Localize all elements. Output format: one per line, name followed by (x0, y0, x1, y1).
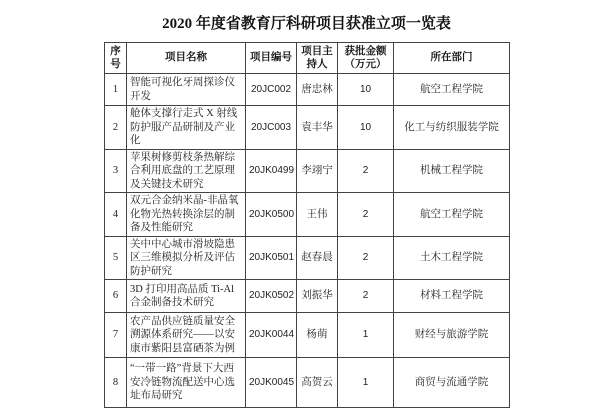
department-cell: 土木工程学院 (394, 236, 510, 280)
approved-amount-cell: 2 (338, 149, 394, 193)
table-row (105, 149, 510, 193)
project-name-cell: 3D 打印用高品质 Ti-Al 合金制备技术研究 (127, 280, 246, 313)
project-code-cell: 20JK0502 (246, 280, 297, 313)
approved-amount-cell: 10 (338, 74, 394, 106)
header-project-code: 项目编号 (246, 43, 297, 74)
header-project-leader: 项目主持人 (297, 43, 338, 74)
project-leader-cell: 王伟 (297, 193, 338, 237)
table-row (105, 106, 510, 150)
project-name-cell: 智能可视化牙周探诊仪开发 (127, 74, 246, 106)
department-cell: 航空工程学院 (394, 193, 510, 237)
project-name-cell: 关中中心城市滑坡隐患区三维模拟分析及评估防护研究 (127, 236, 246, 280)
project-leader-cell: 高贺云 (297, 358, 338, 408)
project-leader-cell: 李翊宁 (297, 149, 338, 193)
project-leader-cell: 赵春晨 (297, 236, 338, 280)
approved-amount-cell: 2 (338, 236, 394, 280)
table-row (105, 74, 510, 106)
project-leader-cell: 袁丰华 (297, 106, 338, 150)
approved-amount-cell: 10 (338, 106, 394, 150)
project-leader-cell: 杨萌 (297, 313, 338, 358)
project-leader-cell: 刘振华 (297, 280, 338, 313)
project-code-cell: 20JK0045 (246, 358, 297, 408)
project-code-cell: 20JK0500 (246, 193, 297, 237)
department-cell: 财经与旅游学院 (394, 313, 510, 358)
row-number-cell: 2 (105, 106, 127, 150)
header-row-number: 序号 (105, 43, 127, 74)
row-number-cell: 4 (105, 193, 127, 237)
row-number-cell: 7 (105, 313, 127, 358)
project-name-cell: 舱体支撑行走式 X 射线防护服产品研制及产业化 (127, 106, 246, 150)
project-code-cell: 20JC003 (246, 106, 297, 150)
row-number-cell: 1 (105, 74, 127, 106)
document-title: 2020 年度省教育厅科研项目获准立项一览表 (162, 16, 451, 32)
approved-amount-cell: 1 (338, 313, 394, 358)
department-cell: 商贸与流通学院 (394, 358, 510, 408)
department-cell: 机械工程学院 (394, 149, 510, 193)
project-name-cell: “一带一路”背景下大西安冷链物流配送中心选址布局研究 (127, 358, 246, 408)
project-code-cell: 20JK0044 (246, 313, 297, 358)
department-cell: 材料工程学院 (394, 280, 510, 313)
header-department: 所在部门 (394, 43, 510, 74)
row-number-cell: 3 (105, 149, 127, 193)
table-header-row (105, 43, 510, 74)
department-cell: 化工与纺织服装学院 (394, 106, 510, 150)
row-number-cell: 8 (105, 358, 127, 408)
row-number-cell: 6 (105, 280, 127, 313)
project-name-cell: 双元合金纳米晶-非晶氧化物光热转换涂层的制备及性能研究 (127, 193, 246, 237)
project-leader-cell: 唐忠林 (297, 74, 338, 106)
approved-amount-cell: 2 (338, 280, 394, 313)
project-code-cell: 20JK0501 (246, 236, 297, 280)
project-table (104, 42, 510, 408)
row-number-cell: 5 (105, 236, 127, 280)
project-code-cell: 20JK0499 (246, 149, 297, 193)
table-row (105, 358, 510, 408)
table-row (105, 236, 510, 280)
department-cell: 航空工程学院 (394, 74, 510, 106)
project-name-cell: 苹果树修剪枝条热解综合利用底盘的工艺原理及关键技术研究 (127, 149, 246, 193)
project-code-cell: 20JC002 (246, 74, 297, 106)
table-row (105, 193, 510, 237)
project-table-body (105, 74, 510, 408)
table-row (105, 313, 510, 358)
table-row (105, 280, 510, 313)
approved-amount-cell: 1 (338, 358, 394, 408)
approved-amount-cell: 2 (338, 193, 394, 237)
header-project-name: 项目名称 (127, 43, 246, 74)
project-name-cell: 农产品供应链质量安全溯源体系研究——以安康市紫阳县富硒茶为例 (127, 313, 246, 358)
header-approved-amount: 获批金额（万元） (338, 43, 394, 74)
